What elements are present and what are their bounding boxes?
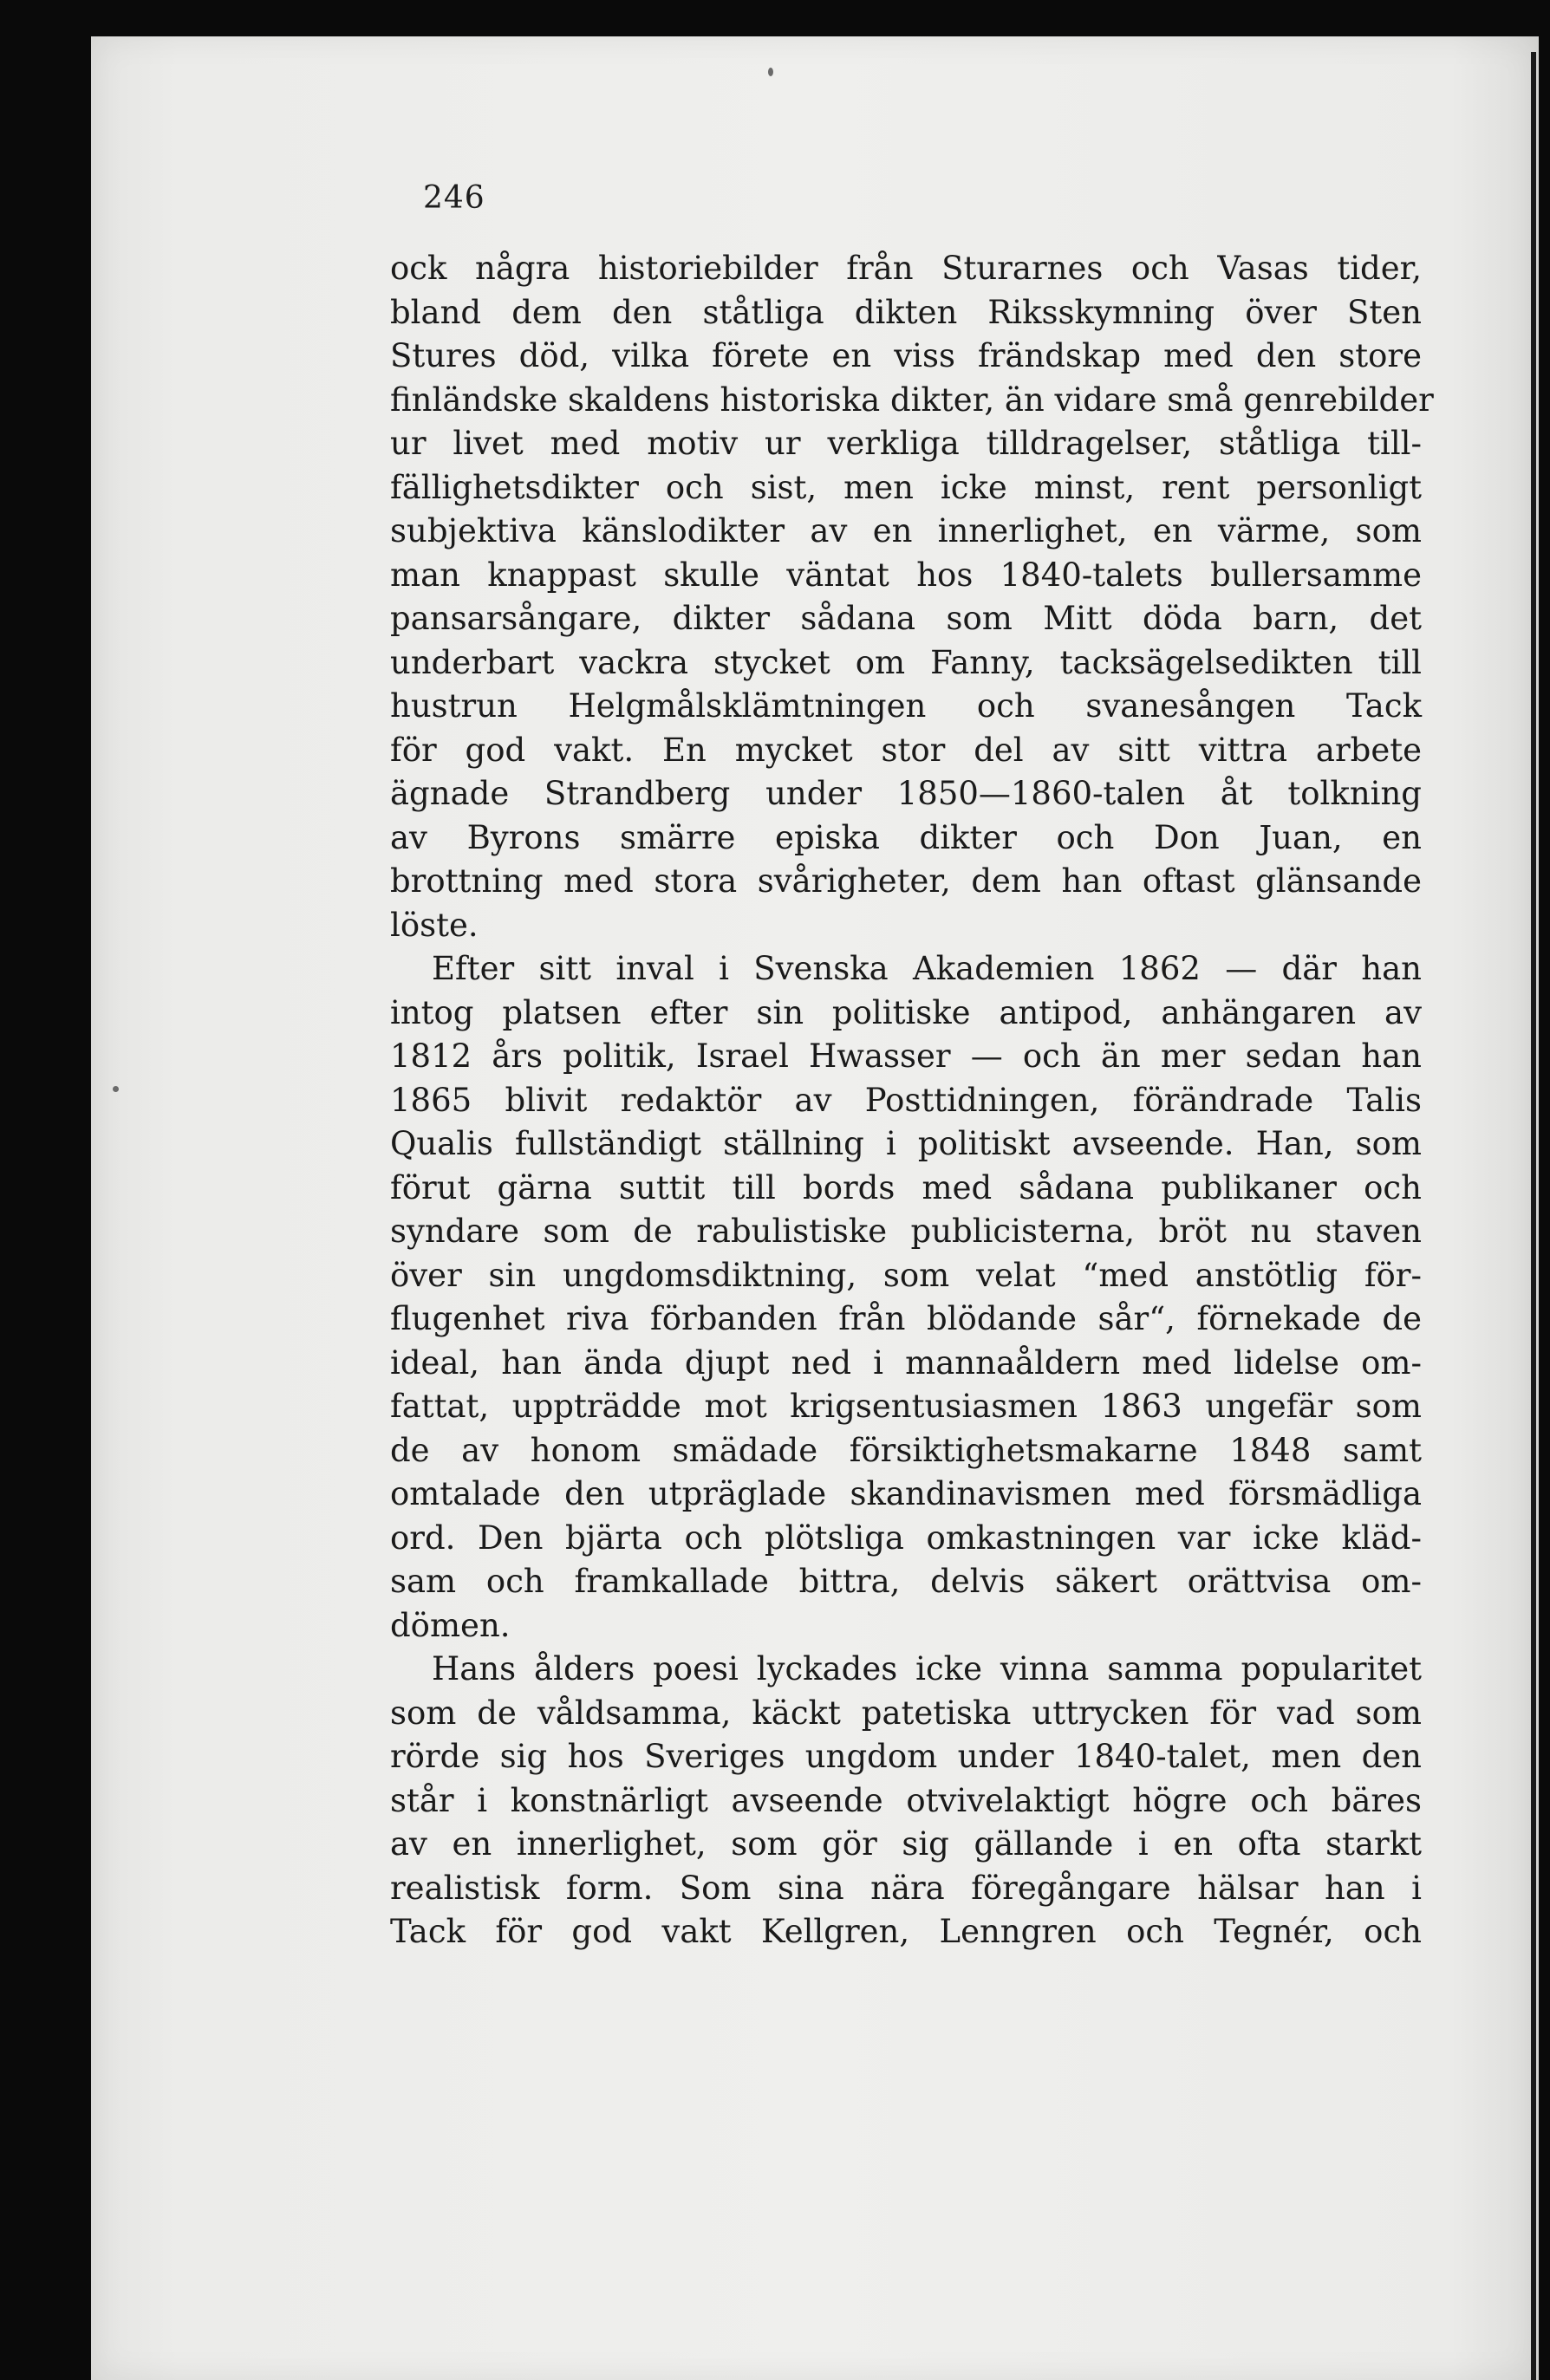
text-line: finländske skaldens historiska dikter, än vidare små genrebilder xyxy=(390,380,1434,419)
text-line: Stures död, vilka förete en viss frändskap med den store xyxy=(390,337,1422,374)
text-line: man knappast skulle väntat hos 1840-talets bullersamme xyxy=(390,556,1422,594)
dust-speck xyxy=(768,68,773,76)
text-line: fällighetsdikter och sist, men icke minst, rent personligt xyxy=(390,468,1422,506)
text-line: över sin ungdomsdiktning, som velat “med anstötlig för- xyxy=(390,1256,1422,1294)
page-number: 246 xyxy=(423,180,485,216)
text-line: sam och framkallade bittra, delvis säkert orättvisa om- xyxy=(390,1563,1422,1600)
text-line: underbart vackra stycket om Fanny, tacksägelsedikten till xyxy=(390,643,1422,681)
text-line: dömen. xyxy=(390,1606,511,1644)
text-line: intog platsen efter sin politiske antipod, anhängaren av xyxy=(390,993,1422,1031)
text-line: ägnade Strandberg under 1850—1860-talen åt tolkning xyxy=(390,775,1422,812)
text-line: brottning med stora svårigheter, dem han oftast glänsande xyxy=(390,862,1422,900)
text-line: flugenhet riva förbanden från blödande sår“, förnekade de xyxy=(390,1300,1422,1337)
text-line: omtalade den utpräglade skandinavismen med försmädliga xyxy=(390,1475,1422,1512)
text-line: bland dem den ståtliga dikten Riksskymning över Sten xyxy=(390,293,1422,331)
dust-speck xyxy=(113,1086,119,1092)
text-line: fattat, uppträdde mot krigsentusiasmen 1863 ungefär som xyxy=(390,1388,1422,1425)
text-line: Efter sitt inval i Svenska Akademien 1862 — där han xyxy=(432,950,1422,987)
text-line: ideal, han ända djupt ned i mannaåldern med lidelse om- xyxy=(390,1343,1422,1382)
text-line: ord. Den bjärta och plötsliga omkastningen var icke kläd- xyxy=(390,1518,1422,1557)
text-line: syndare som de rabulistiske publicisterna, bröt nu staven xyxy=(390,1213,1422,1250)
text-line: Tack för god vakt Kellgren, Lenngren och Tegnér, och xyxy=(390,1913,1422,1950)
text-line: står i konstnärligt avseende otvivelaktigt högre och bäres xyxy=(390,1781,1422,1819)
text-line: hustrun Helgmålsklämtningen och svanesången Tack xyxy=(390,687,1422,725)
text-line: 1865 blivit redaktör av Posttidningen, förändrade Talis xyxy=(390,1081,1422,1119)
text-line: för god vakt. En mycket stor del av sitt vittra arbete xyxy=(390,731,1422,769)
text-line: förut gärna suttit till bords med sådana publikaner och xyxy=(390,1168,1422,1206)
text-line: av Byrons smärre episka dikter och Don Juan, en xyxy=(390,818,1422,856)
text-line: ock några historiebilder från Sturarnes och Vasas tider, xyxy=(390,250,1422,287)
text-line: de av honom smädade försiktighetsmakarne 1848 samt xyxy=(390,1431,1422,1469)
text-line: som de våldsamma, käckt patetiska uttrycken för vad som xyxy=(390,1694,1422,1732)
text-line: pansarsångare, dikter sådana som Mitt döda barn, det xyxy=(390,600,1422,637)
text-line: Hans ålders poesi lyckades icke vinna samma popularitet xyxy=(432,1650,1422,1687)
text-line: löste. xyxy=(390,906,479,944)
text-line: subjektiva känslodikter av en innerlighet, en värme, som xyxy=(390,512,1422,549)
page-edge-shadow xyxy=(1531,52,1536,2380)
body-text xyxy=(390,247,1434,1954)
text-line: 1812 års politik, Israel Hwasser — och än mer sedan han xyxy=(390,1037,1422,1075)
text-line: rörde sig hos Sveriges ungdom under 1840-talet, men den xyxy=(390,1738,1422,1775)
text-line: Qualis fullständigt ställning i politiskt avseende. Han, som xyxy=(390,1125,1422,1162)
text-line: av en innerlighet, som gör sig gällande i en ofta starkt xyxy=(390,1825,1422,1863)
text-line: ur livet med motiv ur verkliga tilldragelser, ståtliga till- xyxy=(390,425,1422,462)
text-line: realistisk form. Som sina nära föregångare hälsar han i xyxy=(390,1869,1422,1907)
